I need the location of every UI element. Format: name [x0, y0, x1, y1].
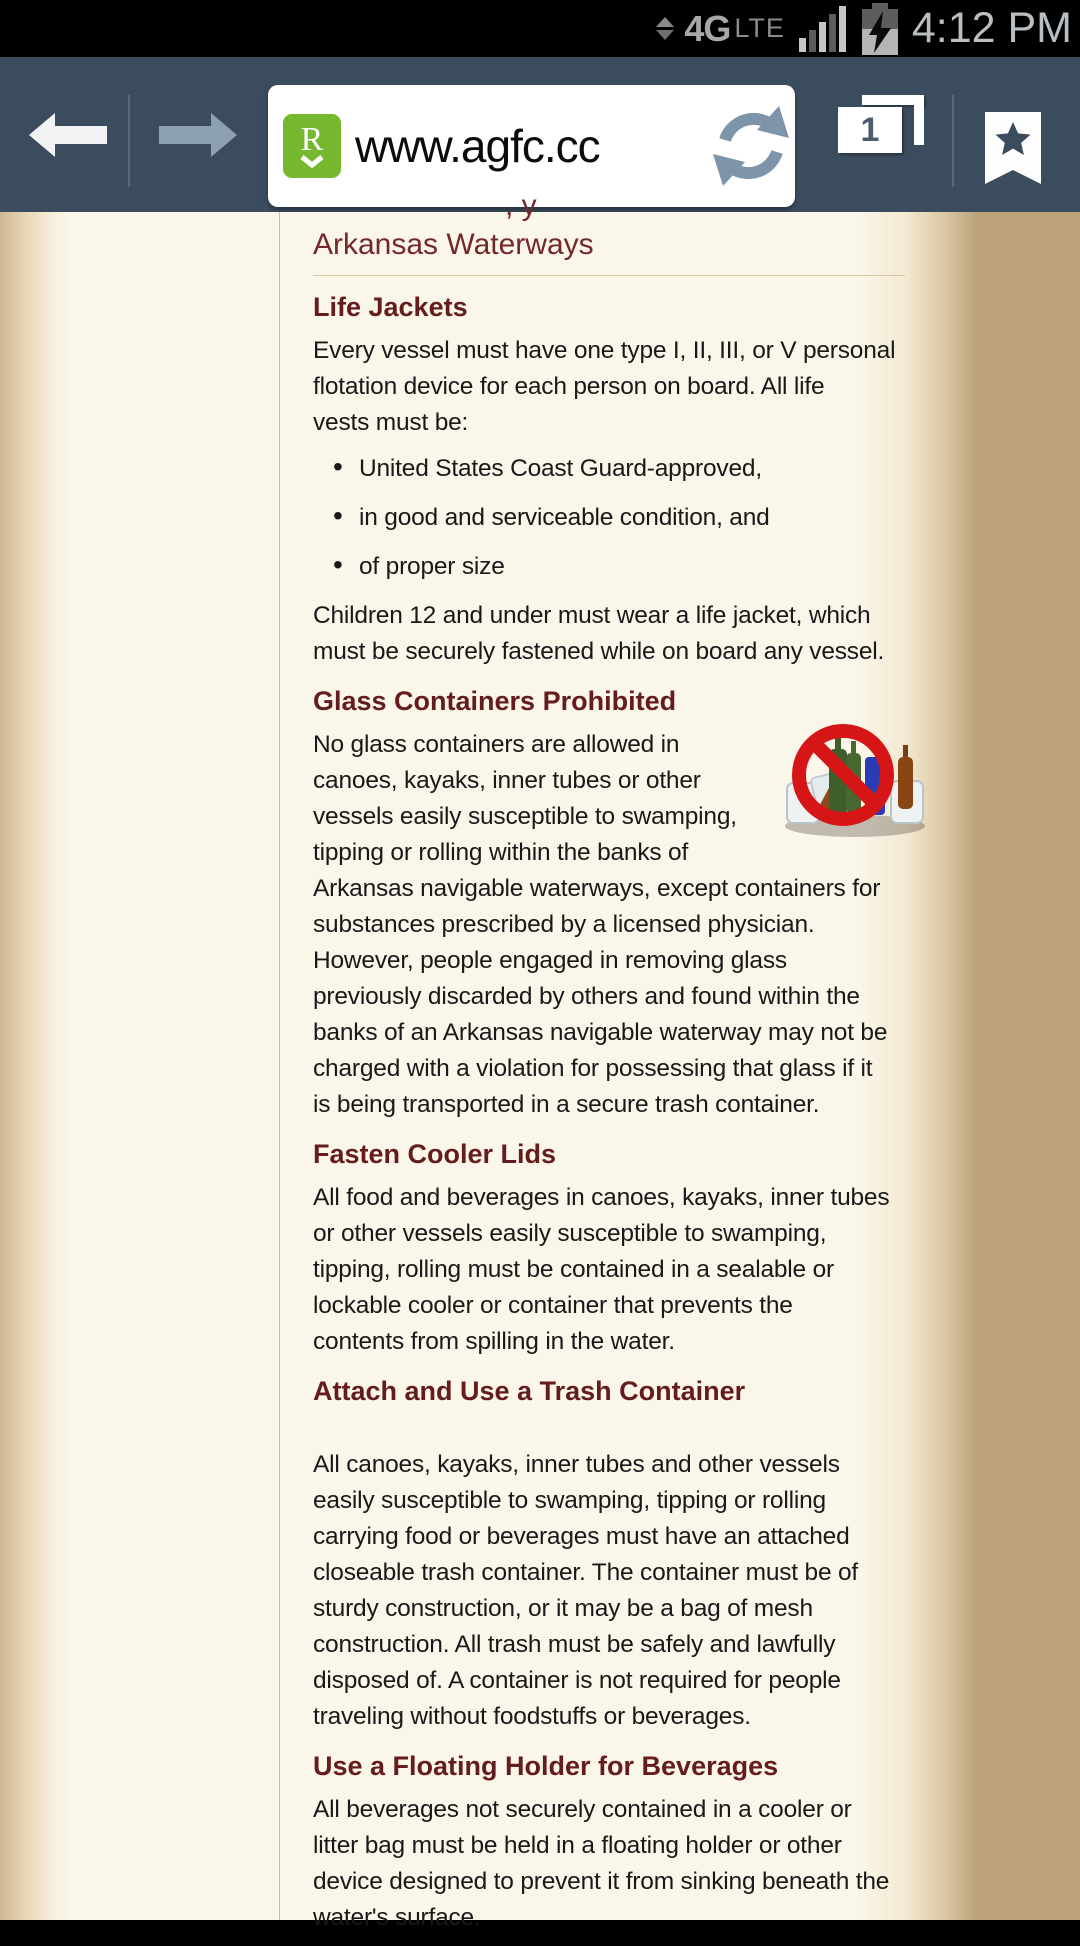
article-content: [313, 220, 931, 1946]
back-button[interactable]: [18, 57, 118, 212]
life-jackets-bullet-list: [313, 451, 931, 585]
content-left-border: [279, 212, 280, 1920]
list-item: • United States Coast Guard-approved,: [359, 451, 931, 487]
list-item: • of proper size: [359, 549, 931, 585]
list-item: • in good and serviceable condition, and: [359, 500, 931, 536]
site-favicon: [283, 114, 341, 178]
refresh-button[interactable]: [707, 85, 795, 207]
back-arrow-icon: [29, 113, 107, 157]
signal-strength-icon: [799, 6, 846, 52]
webpage-viewport[interactable]: [0, 189, 1080, 1931]
spacer: [313, 1417, 931, 1447]
page-title: Arkansas Waterways: [313, 228, 594, 261]
tab-count-label: 1: [860, 111, 880, 149]
network-type-label: 4G: [684, 7, 731, 49]
glass-section: [313, 727, 931, 1123]
title-divider: [313, 275, 905, 276]
favicon-letter: R: [300, 121, 324, 158]
forward-arrow-icon: [159, 113, 237, 157]
tabs-button[interactable]: [838, 107, 930, 177]
browser-toolbar: [0, 57, 1080, 214]
section-heading-cooler: Fasten Cooler Lids: [313, 1139, 557, 1169]
trash-body: All canoes, kayaks, inner tubes and other vessels easily susceptible to swamping, tipping or rolling carrying food or beverages must have an attached closeable trash container. The container must be of sturdy construction, or it may be a bag of mesh construction. All trash must be safely and lawfully disposed of. A container is not required for people traveling without foodstuffs or beverages.: [313, 1451, 859, 1730]
life-jackets-note: Children 12 and under must wear a life jacket, which must be securely fastened while on board any vessel.: [313, 602, 885, 665]
cooler-body: All food and beverages in canoes, kayaks, inner tubes or other vessels easily susceptible to swamping, tipping, rolling must be contained in a sealable or lockable cooler or container that prevents the contents from spilling in the water.: [313, 1184, 890, 1355]
network-tech-label: LTE: [734, 13, 785, 43]
section-heading-trash: Attach and Use a Trash Container: [313, 1376, 746, 1406]
section-heading-life-jackets: Life Jackets: [313, 292, 468, 322]
status-bar: [0, 0, 1080, 57]
refresh-icon: [709, 104, 793, 188]
favicon-chevron-icon: [299, 156, 325, 168]
section-heading-floating: Use a Floating Holder for Beverages: [313, 1751, 779, 1781]
glass-body: No glass containers are allowed in canoes, kayaks, inner tubes or other vessels easily susceptible to swamping, tipping or rolling within the banks of Arkansas navigable waterways, except containers for substances prescribed by a licensed physician. However, people engaged in removing glass previously discarded by others and found within the banks of an Arkansas navigable waterway may not be charged with a violation for possessing that glass if it is being transported in a secure trash container.: [313, 731, 888, 1118]
forward-button[interactable]: [148, 57, 248, 212]
life-jackets-intro: Every vessel must have one type I, II, III, or V personal flotation device for each person on board. All life vests must be:: [313, 337, 896, 436]
section-heading-glass: Glass Containers Prohibited: [313, 686, 677, 716]
battery-charging-icon: [862, 3, 898, 55]
bookmark-button[interactable]: [985, 112, 1041, 184]
data-activity-icon: [656, 17, 674, 40]
no-glass-containers-icon: [779, 723, 931, 839]
toolbar-divider: [952, 95, 954, 187]
bookmark-star-icon: [985, 112, 1041, 184]
clock-label: 4:12 PM: [911, 4, 1072, 52]
clipped-heading-fragment: , y: [505, 189, 537, 222]
url-text[interactable]: www.agfc.cc: [355, 120, 600, 172]
floating-body: All beverages not securely contained in a cooler or litter bag must be held in a floating holder or other device designed to prevent it from sinking beneath the water's surface.: [313, 1796, 890, 1931]
toolbar-divider: [128, 95, 130, 187]
